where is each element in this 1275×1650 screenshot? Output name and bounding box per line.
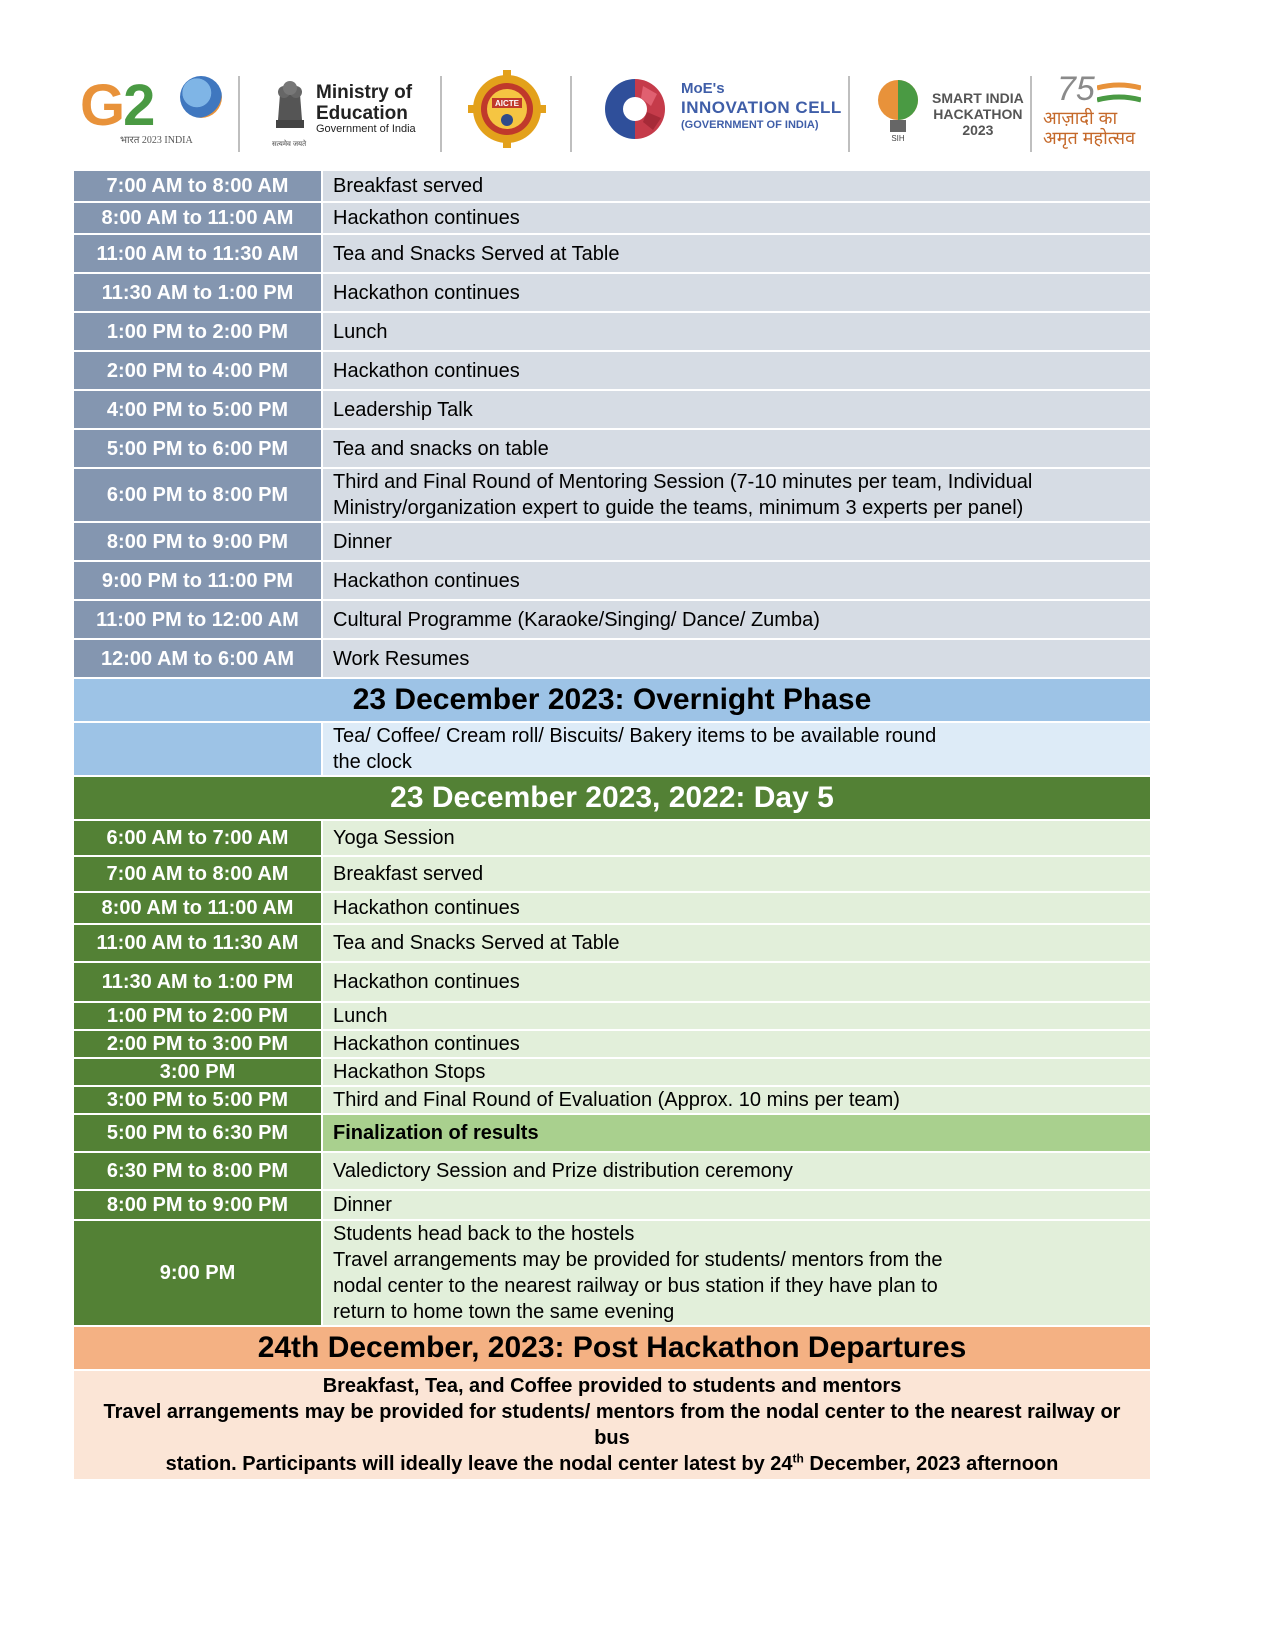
table-row <box>73 468 1151 522</box>
time-cell: 2:00 PM to 3:00 PM <box>73 1030 322 1058</box>
time-cell: 12:00 AM to 6:00 AM <box>73 639 322 678</box>
logo-divider <box>848 76 850 152</box>
time-cell: 6:00 PM to 8:00 PM <box>73 468 322 522</box>
table-row <box>73 312 1151 351</box>
amrit-75: 75 <box>1057 70 1095 108</box>
time-cell: 11:00 AM to 11:30 AM <box>73 924 322 962</box>
day5-section <box>73 776 1151 1326</box>
activity-cell: Valedictory Session and Prize distribution ceremony <box>322 1152 1151 1190</box>
departures-line1: Breakfast, Tea, and Coffee provided to students and mentors <box>322 1375 902 1397</box>
time-cell: 8:00 PM to 9:00 PM <box>73 522 322 561</box>
table-row <box>73 1058 1151 1086</box>
lightbulb-icon <box>870 74 926 144</box>
activity-cell: Hackathon continues <box>322 561 1151 600</box>
time-cell: 11:00 AM to 11:30 AM <box>73 234 322 273</box>
day5-heading: 23 December 2023, 2022: Day 5 <box>73 776 1151 820</box>
table-row <box>73 892 1151 924</box>
time-cell: 3:00 PM to 5:00 PM <box>73 1086 322 1114</box>
activity-cell: Third and Final Round of Evaluation (Approx. 10 mins per team) <box>322 1086 1151 1114</box>
table-row <box>73 924 1151 962</box>
smart-india-hackathon-logo <box>870 70 1030 155</box>
activity-cell: Lunch <box>322 1002 1151 1030</box>
table-row <box>73 722 1151 776</box>
activity-cell: Breakfast served <box>322 856 1151 892</box>
g20-subtitle: भारत 2023 INDIA <box>120 135 193 146</box>
time-cell: 7:00 AM to 8:00 AM <box>73 170 322 202</box>
table-row <box>73 1220 1151 1326</box>
moe-subtitle: Government of India <box>316 123 416 135</box>
aicte-logo <box>468 70 548 155</box>
activity-cell: Lunch <box>322 312 1151 351</box>
table-row <box>73 522 1151 561</box>
table-row <box>73 1086 1151 1114</box>
time-cell: 8:00 PM to 9:00 PM <box>73 1190 322 1220</box>
time-cell: 5:00 PM to 6:00 PM <box>73 429 322 468</box>
overnight-heading-row <box>73 678 1151 722</box>
departures-line3: station. Participants will ideally leave the nodal center latest by 24th December, 2023 afternoon <box>165 1451 1059 1475</box>
time-cell: 11:30 AM to 1:00 PM <box>73 962 322 1002</box>
logo-divider <box>1030 76 1032 152</box>
table-row <box>73 351 1151 390</box>
activity-cell: Hackathon continues <box>322 892 1151 924</box>
ministry-of-education-logo <box>270 70 440 155</box>
table-row <box>73 561 1151 600</box>
time-cell: 8:00 AM to 11:00 AM <box>73 892 322 924</box>
time-cell: 1:00 PM to 2:00 PM <box>73 1002 322 1030</box>
innovation-cell-line1: MoE's <box>681 80 725 97</box>
g20-lotus-globe-icon <box>180 76 222 118</box>
time-cell: 8:00 AM to 11:00 AM <box>73 202 322 234</box>
aicte-gear-icon <box>468 70 546 148</box>
table-row <box>73 1002 1151 1030</box>
time-cell: 7:00 AM to 8:00 AM <box>73 856 322 892</box>
departures-row <box>73 1370 1151 1480</box>
brain-gear-icon <box>595 74 675 144</box>
day4-section <box>73 170 1151 678</box>
departures-line2: Travel arrangements may be provided for students/ mentors from the nodal center to the nearest railway or bus <box>103 1401 1121 1449</box>
table-row <box>73 429 1151 468</box>
logo-divider <box>238 76 240 152</box>
logo-divider <box>570 76 572 152</box>
g20-logo <box>80 70 220 155</box>
time-cell: 9:00 PM to 11:00 PM <box>73 561 322 600</box>
table-row <box>73 202 1151 234</box>
table-row <box>73 1190 1151 1220</box>
moe-title: Ministry of Education <box>316 82 413 124</box>
activity-cell: Hackathon continues <box>322 351 1151 390</box>
activity-cell: Dinner <box>322 522 1151 561</box>
activity-cell: Students head back to the hostels Travel arrangements may be provided for students/ mentors from the nodal center to the nearest railway or bus station if they have plan to return to home town the same evening <box>322 1220 1151 1326</box>
activity-cell: Tea and snacks on table <box>322 429 1151 468</box>
innovation-cell-line3: (GOVERNMENT OF INDIA) <box>681 119 819 131</box>
tricolour-wave-icon <box>1097 82 1141 104</box>
activity-cell: Hackathon continues <box>322 202 1151 234</box>
activity-cell: Yoga Session <box>322 820 1151 856</box>
activity-cell: Hackathon continues <box>322 962 1151 1002</box>
time-cell: 9:00 PM <box>73 1220 322 1326</box>
time-cell: 3:00 PM <box>73 1058 322 1086</box>
departures-section <box>73 1326 1151 1480</box>
table-row <box>73 170 1151 202</box>
activity-cell: Hackathon continues <box>322 1030 1151 1058</box>
moe-motto: सत्यमेव जयते <box>272 141 307 148</box>
overnight-section <box>73 678 1151 776</box>
activity-cell: Leadership Talk <box>322 390 1151 429</box>
aicte-label: AICTE <box>495 99 519 108</box>
activity-cell: Work Resumes <box>322 639 1151 678</box>
table-row <box>73 273 1151 312</box>
table-row <box>73 856 1151 892</box>
activity-cell: Cultural Programme (Karaoke/Singing/ Dance/ Zumba) <box>322 600 1151 639</box>
overnight-heading: 23 December 2023: Overnight Phase <box>73 678 1151 722</box>
schedule-table <box>72 169 1152 1481</box>
activity-cell: Tea and Snacks Served at Table <box>322 234 1151 273</box>
activity-cell: Finalization of results <box>322 1114 1151 1152</box>
sih-badge: SIH <box>891 134 905 143</box>
time-cell: 11:30 AM to 1:00 PM <box>73 273 322 312</box>
table-row <box>73 962 1151 1002</box>
table-row <box>73 1152 1151 1190</box>
time-cell: 6:30 PM to 8:00 PM <box>73 1152 322 1190</box>
table-row <box>73 234 1151 273</box>
activity-cell: Hackathon continues <box>322 273 1151 312</box>
activity-cell: Hackathon Stops <box>322 1058 1151 1086</box>
table-row <box>73 600 1151 639</box>
activity-cell: Third and Final Round of Mentoring Session (7-10 minutes per team, Individual Ministry/organization expert to guide the teams, minimum 3 experts per panel) <box>322 468 1151 522</box>
departures-heading: 24th December, 2023: Post Hackathon Departures <box>73 1326 1151 1370</box>
table-row <box>73 1114 1151 1152</box>
table-row <box>73 1030 1151 1058</box>
activity-cell: Breakfast served <box>322 170 1151 202</box>
departures-heading-row <box>73 1326 1151 1370</box>
national-emblem-icon <box>270 74 310 138</box>
activity-cell: Tea/ Coffee/ Cream roll/ Biscuits/ Bakery items to be available round the clock <box>322 722 1151 776</box>
logo-bar <box>75 70 1205 155</box>
table-row <box>73 390 1151 429</box>
g20-wordmark: G2 <box>80 73 154 138</box>
time-cell: 5:00 PM to 6:30 PM <box>73 1114 322 1152</box>
departures-details <box>73 1370 1151 1480</box>
azadi-ka-amrit-mahotsav-logo <box>1043 70 1173 155</box>
time-cell: 11:00 PM to 12:00 AM <box>73 600 322 639</box>
amrit-text: आज़ादी का अमृत महोत्सव <box>1043 108 1136 148</box>
innovation-cell-logo <box>595 70 842 155</box>
day5-heading-row <box>73 776 1151 820</box>
activity-cell: Dinner <box>322 1190 1151 1220</box>
time-cell <box>73 722 322 776</box>
time-cell: 1:00 PM to 2:00 PM <box>73 312 322 351</box>
table-row <box>73 639 1151 678</box>
logo-divider <box>440 76 442 152</box>
time-cell: 2:00 PM to 4:00 PM <box>73 351 322 390</box>
innovation-cell-line2: INNOVATION CELL <box>681 98 842 117</box>
time-cell: 4:00 PM to 5:00 PM <box>73 390 322 429</box>
activity-cell: Tea and Snacks Served at Table <box>322 924 1151 962</box>
time-cell: 6:00 AM to 7:00 AM <box>73 820 322 856</box>
sih-title: SMART INDIA HACKATHON 2023 <box>932 90 1024 138</box>
table-row <box>73 820 1151 856</box>
